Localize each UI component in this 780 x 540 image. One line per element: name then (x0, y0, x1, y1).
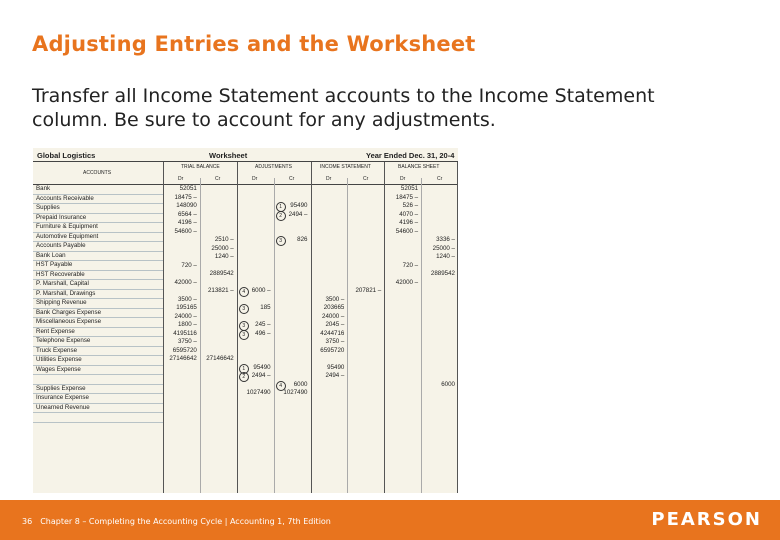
worksheet-account-row: Telephone Expense (33, 337, 163, 347)
worksheet-amount-tb-dr: 195165 (176, 304, 197, 311)
worksheet-amount-adj-dr: 185 (260, 304, 271, 311)
worksheet-amount-is-dr: 6595720 (320, 346, 345, 354)
header-bs-cr: Cr (437, 176, 443, 182)
worksheet-account-row: Wages Expense (33, 366, 163, 376)
worksheet-account-row: Miscellaneous Expense (33, 318, 163, 328)
worksheet-account-row: P. Marshall, Drawings (33, 290, 163, 300)
worksheet-account-row: Bank (33, 185, 163, 195)
worksheet-account-row: Automotive Equipment (33, 233, 163, 243)
worksheet-account-row: Accounts Receivable (33, 195, 163, 205)
header-tb-cr: Cr (215, 176, 221, 182)
footer-page-number: 36 (22, 517, 33, 526)
worksheet-amount-is-dr: 95490 (327, 363, 345, 371)
worksheet-amount-is-dr: 203665 (323, 304, 345, 311)
worksheet-amount-adj-dr: 245 – (255, 321, 271, 328)
worksheet-amount-bs-dr: 52051 (400, 185, 419, 192)
worksheet-amount-adj-cr: 2494 – (288, 210, 308, 218)
footer-bar (0, 500, 780, 540)
worksheet-amount-tb-cr: 2889542 (209, 270, 234, 277)
worksheet-account-row: Supplies Expense (33, 385, 163, 395)
worksheet-account-row: P. Marshall, Capital (33, 280, 163, 290)
adjustment-reference-marker: 3 (239, 321, 249, 331)
header-income-statement: INCOME STATEMENT (320, 164, 371, 170)
worksheet-amount-adj-cr: 1027490 (283, 389, 308, 396)
worksheet-column-divider (311, 162, 312, 493)
worksheet-amount-adj-dr: 1027490 (246, 389, 271, 396)
adjustment-reference-marker: 2 (276, 211, 286, 221)
worksheet-amount-tb-dr: 6595720 (172, 346, 197, 354)
worksheet-amount-tb-dr: 27146642 (169, 355, 197, 362)
worksheet-account-row: HST Recoverable (33, 271, 163, 281)
worksheet-amount-tb-dr: 148090 (176, 202, 197, 209)
worksheet-amount-is-dr: 3500 – (325, 295, 345, 303)
worksheet-amount-adj-cr: 95490 (290, 202, 308, 209)
worksheet-amount-bs-cr: 25000 – (432, 244, 455, 252)
worksheet-name: Worksheet (209, 151, 248, 160)
worksheet-amount-tb-cr: 2510 – (214, 236, 234, 243)
worksheet-amount-tb-dr: 18475 – (174, 193, 197, 201)
worksheet-amount-tb-dr: 52051 (179, 185, 197, 192)
worksheet-amount-is-cr: 207821 – (355, 287, 382, 294)
adjustment-reference-marker: 3 (239, 330, 249, 340)
adjustment-reference-marker: 2 (239, 372, 249, 382)
worksheet-amount-adj-cr: 826 (297, 236, 308, 243)
header-adjustments: ADJUSTMENTS (255, 164, 292, 170)
worksheet-amount-bs-cr: 2889542 (430, 270, 455, 277)
worksheet-amount-tb-dr: 24000 – (174, 312, 197, 320)
header-balance-sheet: BALANCE SHEET (398, 164, 440, 170)
worksheet-amount-tb-dr: 3750 – (177, 338, 197, 345)
worksheet-amount-adj-dr: 95490 (253, 363, 271, 371)
worksheet-account-row: Shipping Revenue (33, 299, 163, 309)
worksheet-amount-is-dr: 24000 – (322, 312, 345, 320)
worksheet-amount-bs-dr: 720 – (402, 261, 419, 269)
worksheet-amount-bs-dr: 4196 – (399, 219, 419, 226)
worksheet-column-divider (421, 178, 422, 493)
header-trial-balance: TRIAL BALANCE (181, 164, 220, 170)
slide-body-text: Transfer all Income Statement accounts to the Income Statement column. Be sure to account for any adjustments. (32, 85, 655, 131)
header-adj-cr: Cr (289, 176, 295, 182)
footer-chapter-text: Chapter 8 – Completing the Accounting Cycle | Accounting 1, 7th Edition (40, 517, 331, 526)
header-is-dr: Dr (326, 176, 332, 182)
worksheet-amount-bs-dr: 18475 – (395, 193, 419, 201)
worksheet-account-row: Truck Expense (33, 347, 163, 357)
worksheet-amount-tb-cr: 1240 – (214, 253, 234, 260)
worksheet-column-divider (237, 162, 238, 493)
header-bs-dr: Dr (400, 176, 406, 182)
worksheet-amount-tb-dr: 4195116 (173, 329, 197, 337)
slide-title: Adjusting Entries and the Worksheet (32, 32, 476, 56)
adjustment-reference-marker: 3 (276, 236, 286, 246)
worksheet-account-row: Bank Charges Expense (33, 309, 163, 319)
worksheet-amount-tb-dr: 54600 – (174, 227, 197, 235)
worksheet-amount-tb-cr: 213821 – (207, 287, 234, 294)
worksheet-amount-tb-dr: 4196 – (177, 219, 197, 226)
adjustment-reference-marker: 3 (239, 304, 249, 314)
worksheet-account-row: Unearned Revenue (33, 404, 163, 414)
worksheet-amount-adj-cr: 6000 (293, 380, 308, 388)
worksheet-amount-tb-cr: 27146642 (206, 355, 234, 362)
worksheet-amount-bs-dr: 54600 – (395, 227, 419, 235)
header-adj-dr: Dr (252, 176, 258, 182)
worksheet-column-divider (200, 178, 201, 493)
worksheet-image (33, 148, 458, 493)
worksheet-account-row: Bank Loan (33, 252, 163, 262)
worksheet-amount-is-dr: 2494 – (325, 372, 345, 379)
worksheet-amount-bs-dr: 42000 – (395, 278, 419, 286)
worksheet-amount-is-dr: 4244716 (320, 329, 345, 337)
worksheet-amount-tb-dr: 42000 – (174, 278, 197, 286)
worksheet-amount-bs-dr: 4070 – (399, 210, 419, 218)
worksheet-amount-adj-dr: 6000 – (251, 287, 271, 294)
worksheet-account-row (33, 375, 163, 385)
worksheet-amount-is-dr: 3750 – (325, 338, 345, 345)
pearson-logo: PEARSON (651, 509, 762, 530)
worksheet-account-row: Rent Expense (33, 328, 163, 338)
worksheet-account-row: Furniture & Equipment (33, 223, 163, 233)
worksheet-amount-tb-dr: 3500 – (177, 295, 197, 303)
worksheet-column-divider (384, 162, 385, 493)
worksheet-account-row: Insurance Expense (33, 394, 163, 404)
footer-text (22, 517, 339, 526)
worksheet-amount-bs-cr: 3336 – (436, 236, 455, 243)
adjustment-reference-marker: 4 (276, 381, 286, 391)
worksheet-column-divider (457, 162, 458, 493)
worksheet-amount-tb-dr: 1800 – (177, 321, 197, 328)
worksheet-column-divider (163, 162, 164, 493)
worksheet-amount-tb-cr: 25000 – (211, 244, 234, 252)
adjustment-reference-marker: 4 (239, 287, 249, 297)
worksheet-amount-bs-dr: 526 – (402, 202, 419, 209)
header-accounts: ACCOUNTS (83, 170, 112, 176)
worksheet-amount-adj-dr: 2494 – (251, 372, 271, 379)
worksheet-account-column (33, 185, 163, 423)
worksheet-column-divider (347, 178, 348, 493)
adjustment-reference-marker: 1 (276, 202, 286, 212)
worksheet-account-row (33, 413, 163, 423)
adjustment-reference-marker: 1 (239, 364, 249, 374)
worksheet-column-headers (33, 162, 458, 185)
worksheet-period: Year Ended Dec. 31, 20-4 (366, 151, 455, 160)
header-is-cr: Cr (363, 176, 369, 182)
worksheet-company: Global Logistics (37, 151, 96, 160)
worksheet-column-divider (274, 178, 275, 493)
worksheet-amount-tb-dr: 720 – (181, 261, 197, 269)
header-tb-dr: Dr (178, 176, 184, 182)
worksheet-account-row: Supplies (33, 204, 163, 214)
worksheet-amount-adj-dr: 496 – (255, 329, 271, 337)
worksheet-account-row: HST Payable (33, 261, 163, 271)
worksheet-amount-is-dr: 2045 – (325, 321, 345, 328)
worksheet-account-row: Prepaid Insurance (33, 214, 163, 224)
worksheet-account-row: Accounts Payable (33, 242, 163, 252)
worksheet-account-row: Utilities Expense (33, 356, 163, 366)
worksheet-amount-tb-dr: 6564 – (177, 210, 197, 218)
worksheet-amount-bs-cr: 1240 – (436, 253, 455, 260)
worksheet-amount-bs-cr: 6000 (441, 380, 455, 388)
worksheet-title-bar (33, 148, 458, 162)
